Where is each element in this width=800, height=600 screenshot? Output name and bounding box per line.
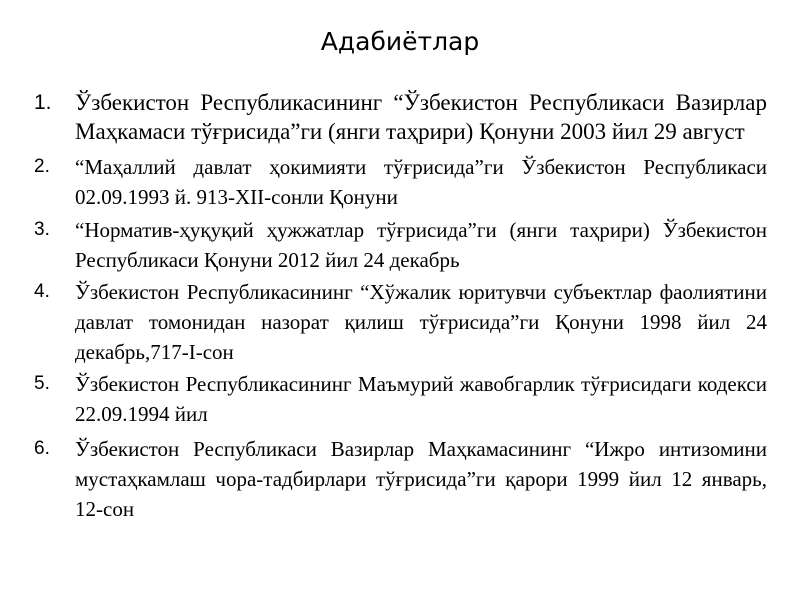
reference-number: 1. bbox=[34, 91, 52, 114]
reference-text: Ўзбекистон Республикасининг Маъмурий жавобгарлик тўғрисидаги кодекси 22.09.1994 йил bbox=[75, 372, 767, 426]
reference-item bbox=[34, 277, 767, 367]
reference-text: Ўзбекистон Республикаси Вазирлар Маҳкамасининг “Ижро интизомини мустаҳкамлаш чора-тадбирлари тўғрисида”ги қарори 1999 йил 12 январь, 12-сон bbox=[75, 437, 767, 521]
reference-text: Ўзбекистон Республикасининг “Хўжалик юритувчи субъектлар фаолиятини давлат томонидан назорат қилиш тўғрисида”ги Қонуни 1998 йил 24 декабрь,717-I-сон bbox=[75, 280, 767, 364]
reference-text: Ўзбекистон Республикасининг “Ўзбекистон Республикаси Вазирлар Маҳкамаси тўғрисида”ги (янги таҳрири) Қонуни 2003 йил 29 август bbox=[75, 90, 767, 144]
reference-number: 6. bbox=[34, 438, 50, 459]
reference-number: 5. bbox=[34, 373, 50, 394]
reference-item bbox=[34, 369, 767, 429]
reference-number: 3. bbox=[34, 219, 50, 240]
reference-text: “Маҳаллий давлат ҳокимияти тўғрисида”ги Ўзбекистон Республикаси 02.09.1993 й. 913-XII-сонли Қонуни bbox=[75, 155, 767, 209]
reference-text: “Норматив-ҳуқуқий ҳужжатлар тўғрисида”ги (янги таҳрири) Ўзбекистон Республикаси Қонуни 2012 йил 24 декабрь bbox=[75, 218, 767, 272]
reference-number: 2. bbox=[34, 156, 50, 177]
slide-title: Адабиётлар bbox=[320, 27, 480, 56]
reference-number: 4. bbox=[34, 281, 50, 302]
references-list bbox=[34, 88, 767, 524]
reference-item bbox=[34, 434, 767, 524]
reference-item bbox=[34, 215, 767, 275]
reference-item bbox=[34, 88, 767, 146]
reference-item bbox=[34, 152, 767, 212]
